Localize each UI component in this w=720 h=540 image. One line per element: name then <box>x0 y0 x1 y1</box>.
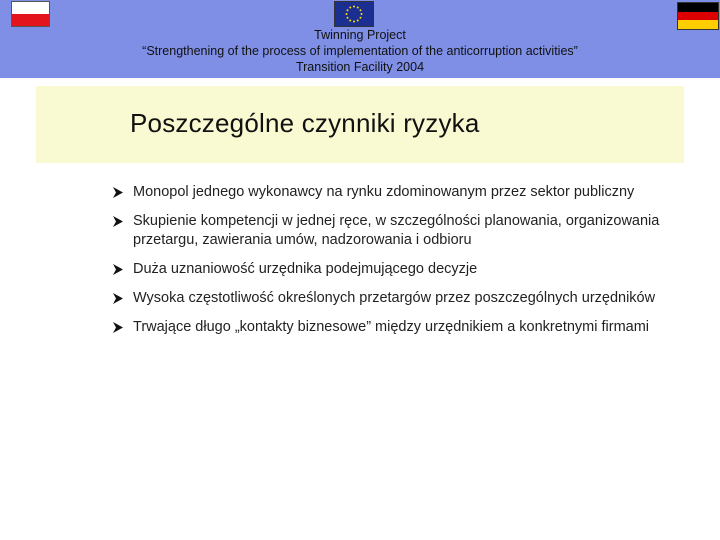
eu-flag-icon <box>334 1 374 27</box>
project-facility: Transition Facility 2004 <box>295 60 425 74</box>
title-box <box>36 86 684 163</box>
list-item <box>112 289 672 308</box>
arrowhead-bullet-icon <box>112 321 124 334</box>
eu-star-icon <box>353 21 355 23</box>
project-info <box>0 27 720 75</box>
eu-star-icon <box>347 9 349 11</box>
poland-flag-icon <box>11 1 50 27</box>
list-item <box>112 260 672 279</box>
arrowhead-bullet-icon <box>112 263 124 276</box>
bullet-text: Duża uznaniowość urzędnika podejmującego decyzje <box>133 261 478 277</box>
list-item <box>112 212 672 250</box>
eu-star-icon <box>349 20 351 22</box>
project-subtitle: “Strengthening of the process of implementation of the anticorruption activities” <box>142 44 578 58</box>
eu-star-icon <box>360 9 362 11</box>
header-banner <box>0 0 720 78</box>
arrowhead-bullet-icon <box>112 215 124 228</box>
arrowhead-bullet-icon <box>112 186 124 199</box>
eu-star-icon <box>357 7 359 9</box>
project-name: Twinning Project <box>314 28 406 42</box>
bullet-text: Skupienie kompetencji w jednej ręce, w szczególności planowania, organizowania przetargu, zawierania umów, nadzorowania i odbioru <box>133 213 660 248</box>
bullet-text: Monopol jednego wykonawcy na rynku zdominowanym przez sektor publiczny <box>133 184 635 200</box>
bullet-list <box>112 183 672 347</box>
list-item <box>112 183 672 202</box>
eu-star-icon <box>353 6 355 8</box>
eu-star-icon <box>347 17 349 19</box>
list-item <box>112 318 672 337</box>
arrowhead-bullet-icon <box>112 292 124 305</box>
germany-flag-icon <box>677 2 719 30</box>
bullet-text: Wysoka częstotliwość określonych przetargów przez poszczególnych urzędników <box>133 290 656 306</box>
eu-star-icon <box>346 13 348 15</box>
eu-star-icon <box>349 7 351 9</box>
eu-star-icon <box>357 20 359 22</box>
bullet-text: Trwające długo „kontakty biznesowe” między urzędnikiem a konkretnymi firmami <box>133 319 650 335</box>
slide-title: Poszczególne czynniki ryzyka <box>130 108 480 138</box>
eu-star-icon <box>360 17 362 19</box>
eu-star-icon <box>361 13 363 15</box>
